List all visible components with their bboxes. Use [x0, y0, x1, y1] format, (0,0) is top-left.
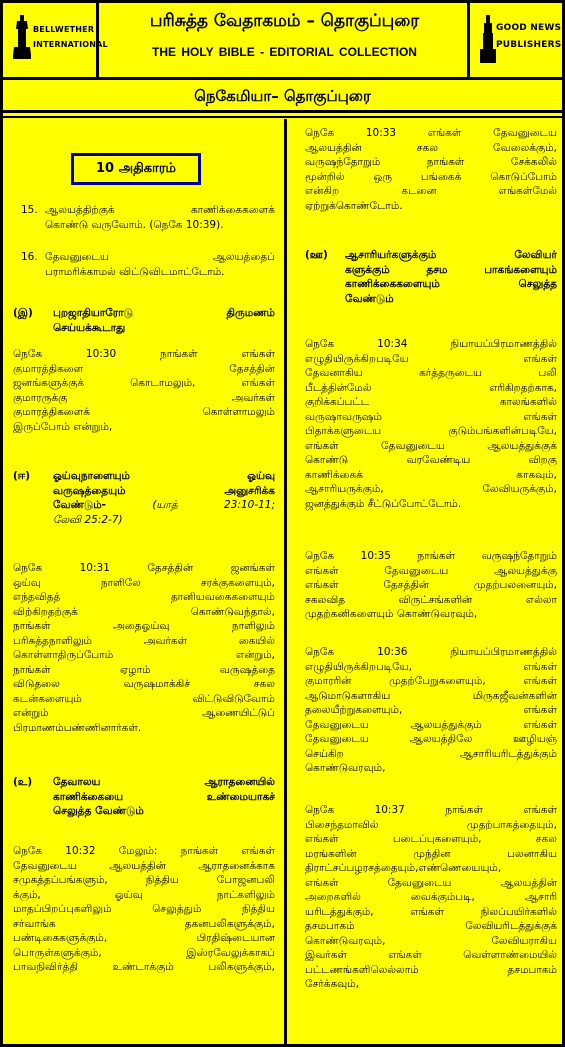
paragraph-10-32: [13, 844, 275, 975]
para-line: எந்தவிதத் தானியவகைகளையும்: [13, 591, 275, 603]
tower-icon: [480, 15, 496, 63]
heading-u-line: செலுத்த வேண்டும்: [53, 805, 144, 817]
heading-i-marker: (இ): [13, 307, 33, 319]
bell-tower-icon: [13, 15, 31, 59]
item-16-line: தேவனுடைய ஆலயத்தைப்: [45, 251, 275, 263]
para-line: காணிக்கைக் காகவும்,: [305, 468, 557, 481]
para-line: சர்வாங்க தகனபலிகளுக்கும்,: [13, 917, 275, 930]
para-line: தலையீற்றுகளையும், எங்கள்: [305, 704, 557, 716]
para-line: வருஷந்தோறும் நாங்கள் சேக்கலில்: [305, 156, 557, 168]
para-line: பொருள்களுக்கும், இஸ்ரவேலுக்காகப்: [13, 946, 275, 959]
para-line: நெகே 10:36 நியாயப்பிரமாணத்தில்: [305, 646, 557, 658]
bellwether-logo: [3, 3, 108, 77]
para-line: விற்கிறதற்குக் கொண்டுவந்தால்,: [13, 605, 275, 618]
para-line: செய்கிற ஆசாரியரிடத்துக்கும்: [305, 747, 557, 760]
para-line: பிசைந்தமாவில் முதற்பாகத்தையும்,: [305, 818, 557, 831]
section-bar: [3, 80, 562, 113]
para-line: குமாரரின் முதற்பேறுகளையும், எங்கள்: [305, 675, 557, 687]
para-line: தேவனுடைய ஆலயத்துக்கும் எங்கள்: [305, 718, 557, 731]
para-line: ஆலயத்தின் சகல வேலைக்கும்,: [305, 141, 557, 154]
section-title: நெகேமியா– தொகுப்புரை: [194, 87, 371, 105]
para-line: ஆடுமாடுகளாகிய மிருகஜீவன்களின்: [305, 689, 557, 702]
item-15: [13, 203, 275, 232]
heading-u-line: தேவாலய ஆராதனையில்: [53, 776, 275, 788]
para-line: நாங்கள் ஏழாம் வருஷத்தை: [13, 663, 275, 676]
header: [3, 3, 562, 79]
para-line: கொண்டுவரவும், லேவியராகிய: [305, 934, 557, 947]
para-line: பிதாக்களுடைய குடும்பங்களின்படியே,: [305, 425, 557, 437]
title-english: THE HOLY BIBLE - EDITORIAL COLLECTION: [152, 45, 417, 59]
column-divider: [284, 119, 287, 1044]
para-line: க்கும், ஓய்வு நாட்களிலும்: [13, 888, 275, 901]
para-line: எங்கள் தேவனுடைய ஆலயத்துக்குக்: [305, 439, 557, 452]
heading-u: [13, 775, 275, 819]
para-line: எங்கள் தேசத்தின் முதற்பலனையும்,: [305, 579, 557, 591]
heading-i-line: புறஜாதியாரோடு திருமணம்: [53, 307, 275, 319]
right-logo-line1: GOOD NEWS: [496, 23, 562, 33]
para-line: சகலவித விருட்சங்களின் எல்லா: [305, 593, 557, 606]
para-line: மூன்றில் ஒரு பங்கைக் கொடுப்போம்: [305, 170, 557, 183]
heading-uu-line: களுக்கும் தசம பாகங்களையும்: [345, 263, 557, 276]
para-line: தேவனுடைய ஆலயத்தின் ஆராதனைக்காக: [13, 859, 275, 872]
para-line: குமாரத்திகளைக் கொள்ளாமலும்: [13, 406, 275, 418]
item-16-number: 16.: [21, 251, 38, 263]
title-box: [99, 3, 470, 77]
para-line: அறைகளில் வைக்கும்படி, ஆசாரி: [305, 891, 557, 903]
paragraph-10-37: [305, 803, 557, 992]
para-line: எழுதியிருக்கிறபடியே, எங்கள்: [305, 660, 557, 673]
para-line: பட்டணங்களிலெல்லாம் தசமபாகம்: [305, 963, 557, 976]
paragraph-10-35: [305, 549, 557, 622]
good-news-logo: [470, 3, 562, 77]
para-line: ஏற்றுக்கொண்டோம்.: [305, 199, 403, 212]
para-line: மாதப்பிறப்புகளிலும் செலுத்தும் நித்திய: [13, 903, 275, 915]
para-line: நெகே 10:32 மேலும்: நாங்கள் எங்கள்: [13, 845, 275, 857]
item-15-line: ஆலயத்திற்குக் காணிக்கைகளைக்: [45, 204, 275, 216]
para-line: நெகே 10:30 நாங்கள் எங்கள்: [13, 348, 275, 360]
heading-uu-line: வேண்டும்: [345, 292, 394, 305]
title-tamil: பரிசுத்த வேதாகமம் – தொகுப்புரை: [149, 11, 420, 31]
para-line: கடன்களையும் விட்டுவிடுவோம்: [13, 692, 275, 705]
para-line: தேவனாகிய கர்த்தருடைய பலி: [305, 367, 557, 379]
heading-ee-marker: (ஈ): [13, 470, 31, 482]
para-line: குறிக்கப்பட்ட காலங்களில்: [305, 396, 557, 408]
heading-ee-line: வருஷத்தையும் அனுசரிக்க: [53, 484, 275, 497]
para-line: கொண்டுவரவும்,: [305, 762, 386, 774]
para-line: எழுதியிருக்கிறபடியே எங்கள்: [305, 352, 557, 365]
paragraph-10-34: [305, 337, 557, 511]
para-line: நெகே 10:33 எங்கள் தேவனுடைய: [305, 127, 557, 139]
para-line: ஜனங்களுக்குக் கொடாமலும், எங்கள்: [13, 377, 275, 389]
item-16-line: பராமரிக்காமல் விட்டுவிடமாட்டோம்.: [45, 265, 225, 278]
chapter-label: 10 அதிகாரம்: [96, 160, 176, 176]
para-line: மரங்களின் முந்தின பலனாகிய: [305, 847, 557, 860]
heading-ee-line: வேண்டும்-: [53, 499, 107, 511]
heading-uu: [305, 248, 557, 306]
left-logo-line1: BELLWETHER: [33, 25, 95, 34]
heading-ee-reference: (யாத் 23:10-11;: [106, 499, 275, 511]
heading-i-line: செய்யக்கூடாது: [53, 321, 126, 334]
heading-ee: [13, 469, 275, 527]
para-line: நெகே 10:37 நாங்கள் எங்கள்: [305, 804, 557, 816]
heading-uu-line: காணிக்கைகளையும் செலுத்த: [345, 278, 557, 290]
right-logo-line2: PUBLISHERS: [496, 40, 562, 50]
para-line: பாவநிவிர்த்தி உண்டாக்கும் பலிகளுக்கும்,: [13, 961, 275, 973]
para-line: திராட்சப்பழரசத்தையும்,எண்ணெயையும்,: [305, 862, 502, 874]
para-line: முதற்கனிகளையும் கொண்டுவரவும்,: [305, 608, 478, 620]
para-line: ஜனத்துக்கும் சீட்டுப்போட்டோம்.: [305, 497, 462, 510]
para-line: என்றும் ஆணையிட்டுப்: [13, 707, 275, 719]
para-line: எங்கள் தேவனுடைய ஆலயத்துக்கு: [305, 564, 557, 577]
para-line: இவர்கள் எங்கள் வெள்ளாண்மையில்: [305, 949, 557, 961]
chapter-box: [71, 153, 201, 185]
para-line: ஒய்வு நாளிலே சரக்குகளையும்,: [13, 576, 275, 589]
para-line: எங்கள் தேவனுடைய ஆலயத்தின்: [305, 876, 557, 889]
right-column: [305, 119, 557, 1044]
para-line: நெகே 10:34 நியாயப்பிரமாணத்தில்: [305, 338, 557, 350]
heading-uu-line: ஆசாரியர்களுக்கும் லேவியர்: [345, 249, 557, 261]
para-line: பிரமாணம்பண்ணினார்கள்.: [13, 721, 142, 734]
left-column: [13, 119, 275, 1044]
heading-i: [13, 306, 275, 335]
para-line: என்கிற கடனை எங்கள்மேல்: [305, 185, 557, 197]
para-line: பரிசுத்தநாளிலும் அவர்கள் கையில்: [13, 634, 275, 647]
para-line: ஆசாரியருக்கும், லேவியருக்கும்,: [305, 483, 557, 495]
para-line: நாங்கள் அதைஓய்வு நாளிலும்: [13, 620, 275, 632]
paragraph-10-33: [305, 126, 557, 213]
heading-u-marker: (உ): [13, 776, 33, 788]
para-line: தசமபாகம் லேவியரிடத்துக்குக்: [305, 920, 557, 932]
para-line: நெகே 10:35 நாங்கள் வருஷந்தோறும்: [305, 550, 557, 562]
para-line: வருஷாவருஷம் எங்கள்: [305, 410, 557, 423]
heading-ee-reference: லேவி 25:2-7): [53, 513, 123, 526]
heading-ee-line: ஓய்வுநாளையும் ஓய்வு: [53, 470, 275, 482]
para-line: கொண்டு வரவேண்டிய விறகு: [305, 454, 557, 466]
para-line: பீடத்தின்மேல் எரிகிறதற்காக,: [305, 381, 557, 394]
para-line: யரிடத்துக்கும், எங்கள் நிலப்பயிர்களில்: [305, 905, 557, 918]
item-15-line: கொண்டு வருவோம். (நெகே 10:39).: [45, 218, 224, 231]
heading-uu-marker: (ஊ): [305, 249, 328, 261]
para-line: குமாரத்திகளை தேசத்தின்: [13, 362, 275, 375]
left-logo-line2: INTERNATIONAL: [33, 40, 108, 49]
para-line: தேவனுடைய ஆலயத்திலே ஊழியஞ்: [305, 733, 557, 745]
paragraph-10-30: [13, 347, 275, 434]
paragraph-10-31: [13, 561, 275, 735]
para-line: குமாரருக்கு அவர்கள்: [13, 391, 275, 404]
para-line: பண்டிகைகளுக்கும், பிரதிஷ்டையான: [13, 932, 275, 944]
para-line: சேர்க்கவும்,: [305, 978, 360, 990]
heading-u-line: காணிக்கையை உண்மையாகச்: [53, 790, 275, 803]
para-line: நெகே 10:31 தேசத்தின் ஜனங்கள்: [13, 562, 275, 574]
item-16: [13, 250, 275, 279]
para-line: சமுகத்தப்பங்களும், நித்திய போஜனபலி: [13, 874, 275, 886]
para-line: விடுதலை வருஷமாக்கிச் சகல: [13, 678, 275, 690]
item-15-number: 15.: [21, 204, 38, 216]
paragraph-10-36: [305, 645, 557, 776]
para-line: எங்கள் படைப்புகளையும், சகல: [305, 833, 557, 845]
para-line: இருப்போம் என்றும்,: [13, 420, 113, 433]
para-line: கொள்ளாதிருப்போம் என்றும்,: [13, 649, 275, 661]
